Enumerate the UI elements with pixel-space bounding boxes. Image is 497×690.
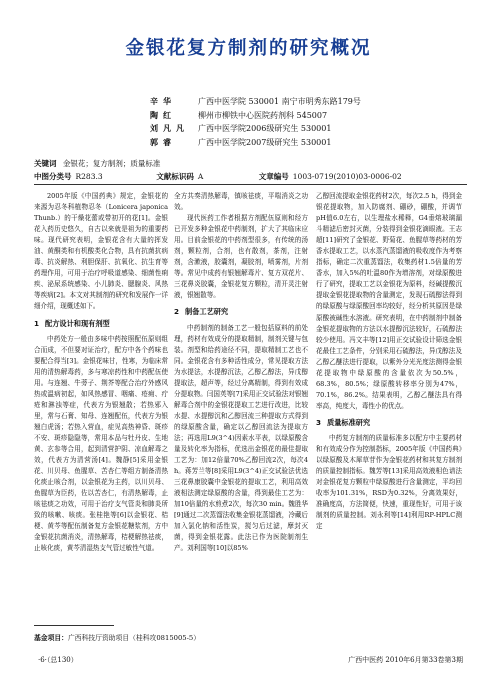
- body-column-3: [316, 191, 462, 621]
- author-name: 刘凡凡: [150, 123, 189, 133]
- page-number: ·6·（总130）: [38, 656, 78, 664]
- classification-line: [34, 171, 402, 182]
- author-affiliation: 广西中医学院2007级研究生 530001: [198, 137, 332, 147]
- keywords-line: [34, 158, 160, 169]
- author-row: [150, 109, 361, 123]
- journal-info: 广西中医药 2010年6月第33卷第3期: [348, 656, 463, 664]
- body-column-2: [174, 191, 308, 621]
- author-affiliation: 柳州市柳铁中心医院药剂科 545007: [198, 110, 328, 120]
- article-number: 1003-0719(2010)03-0006-02: [292, 172, 402, 181]
- paragraph: 乙醇回流提取金银花药材2次，每次2.5 h，得到金银花提取物，加入防腐剂、硼砂，硼酸，并调节pH值6.0左右，以生理盐水稀释，G4垂熔玻璃漏斗精滤后密封灭菌，分装得到金银花滴眼液。王志超[11]研究了金银花、野菊花、鱼腥草等药材的芳香水提取工艺，以水蒸汽蒸馏液的吸收度作为考察指标，确定二次重蒸馏法，收集药材1.5倍量的芳香水，加入5%的吐温80作为增溶剂，对绿原酸进行了研究，提取工艺以金银花为原料，经碱提酸沉提取金银花提取物的含量测定，发现石硫醇法得到的绿原酸与绿原酸回率均较好，经分析其原因是绿原酸被碱性水溶液。研究表明，在中药制剂中制备金银花提取物的方法以水提醇沉法较好，石硫醇法较少使用。冯文丰等[12]用正交试验设计筛选金银花最佳工艺条件，分别采用石硫醇法，异戊醇法及乙醇乙醚法进行提取，以紫外分光光度法测得金银花提取物中绿原酸的含量依次为50.5%，68.3%，80.5%；绿原酸转移率分别为47%，70.1%，86.2%。结果表明，乙醇乙醚法具有得率高，纯度大，毒性小的优点。: [316, 192, 462, 410]
- header-rule: [34, 184, 467, 185]
- keywords-text: 金银花；复方制剂；质量标准: [62, 159, 161, 168]
- author-name: 辛华: [150, 96, 176, 106]
- paragraph: 全方共奏清热解毒，镇咳祛痰，平喘消炎之功效。: [174, 192, 308, 212]
- author-block: [150, 95, 361, 149]
- author-row: [150, 136, 361, 150]
- section-heading: 1 配方设计和现有剂型: [34, 318, 110, 328]
- section-heading: 3 质量标准研究: [316, 417, 371, 427]
- paragraph: 2005年版《中国药典》规定，金银花的来源为忍冬科植物忍冬（Lonicera japonica Thunb.）的干燥花蕾或带初开的花[1]。金银花入药历史悠久，自古以来就是祖为的重要药味。现代研究表明，金银花含有大量的挥发油、黄酮类和有机酸类化合物，具有抗菌抗病毒、抗炎解热、利胆保肝、抗氧化、抗生育等药理作用，可用于治疗呼吸道感染、细菌性痢疾、泌尿系统感染、小儿肺炎、腮腺炎、风热等疾病[2]。本文对其制剂的研究和发展作一详细介绍，现概述如下。: [34, 192, 168, 311]
- article-number-label: 文章编号: [258, 172, 289, 181]
- author-row: [150, 122, 361, 136]
- doc-code-label: 文献标识码: [156, 172, 194, 181]
- doc-code: A: [197, 172, 204, 181]
- clc-label: 中图分类号: [34, 172, 72, 181]
- keywords-label: 关键词: [34, 159, 57, 168]
- paragraph: 现代医药工作者根据方剂配伍原则和经方已开发多种金银花中药制剂，扩大了其临床应用。目前金银花的中药剂型很多，有传统的汤剂，颗粒剂，合剂，也有散剂，茶剂，注射剂，含漱液，胶囊剂，凝胶剂，喷雾剂，片剂等。常见中成药有银翘解毒片、复方双花片、三花鼻炎胶囊，金银花复方颗粒，清开灵注射液，银翘散等。: [174, 214, 308, 300]
- funding-note: [34, 632, 200, 642]
- clc-code: R283.3: [75, 172, 103, 181]
- funding-label: 基金项目：: [34, 634, 68, 642]
- footnote-rule: [34, 625, 114, 626]
- paper-title: 金银花复方制剂的研究概况: [125, 38, 372, 59]
- paragraph: 中药制剂的制备工艺一般包括原料的前处理，药材有效成分的提取精制，制剂关键与包装。剂型和给药途径不同，提取精制工艺也不同。金银花含有多种活性成分，常见提取方法为水提法，水提醇沉法，乙醇乙醇法，异戊醇提取法，超声等，经过分离精制，得到有效成分提取物。闫国英等[7]采用正交试验法对银翘解毒合剂中的金银花提取工艺进行改进，比较水提、水提醇沉和乙醇回流三种提取方式得到的绿原酸含量，确定以乙醇回流法为提取方法；再选用L9(3^4)因素水平表，以绿原酸含量及转化率为指标，优选出金银花的最佳提取工艺为：加12倍量70%乙醇回流2次，每次4 h。蒋芳兰等[8]采用L9(3^4)正交试验法优选三花鼻康胶囊中金银花的提取工艺，利用高效液相法测定绿原酸的含量，得到最佳工艺为：加10倍量的水煎煮2次，每次30 min。魏胜华[9]通过二次蒸馏法收集金银花蒸馏液，冷藏后加入氯化钠和活性炭，搅匀后过滤，摩封灭菌，得到金银花露。此法已作为医院制剂生产。刘利国等[10]以85%: [174, 323, 308, 553]
- author-name: 郭睿: [150, 136, 176, 147]
- author-affiliation: 广西中医学院 530001 南宁市明秀东路179号: [198, 97, 361, 106]
- author-row: [150, 95, 361, 109]
- author-affiliation: 广西中医学院2006级研究生 530001: [198, 124, 332, 133]
- paragraph: 中药处方一般由多味中药按照配伍原则组合而成，不但要对证治疗，配方中各个药味也要配合得当[3]。金银花味甘，性寒，为临床常用的清热解毒药，多与寒凉药性和中药配伍使用。与连翘、牛蒡子、荆芥等配合治疗外感风热或温病初起，如风热感冒、咽痛、疮痈、疔疮和淋浊等症，代表方为银翘散；若热邪入里，常与石膏、知母、连翘配伍，代表方为银翘白虎汤；若热入营血，症见高热神昏、斑疹不安、斑疹隐隐等，常用本品与牡丹皮、生地黄、玄参等合用，起到清营护阴、凉血解毒之效，代表方为清营汤[4]。魏静[5]采用金银花、川贝母、鱼腥草、苦杏仁等组方制备清热化痰止咳合剂，以金银花为主药，以川贝母、鱼腥草为臣药，佐以苦杏仁，有清热解毒，止咳祛痰之功效，可用于治疗支气管炎和肺炎所致的咳嗽、咳痰。张桂艳等[6]以金银花、桔梗、黄芩等配伍制备复方金银花糖浆剂，方中金银花抗菌消炎，清热解毒，桔梗解热祛痰，止咳化痰，黄芩清湿热支气管过敏性气道。: [34, 334, 168, 553]
- section-heading: 2 制备工艺研究: [174, 307, 229, 317]
- paragraph: 中药复方制剂的质量标准多以配方中主要药材和有效成分作为控制指标，2005年版《中国药典》以绿原酸及木犀草苷作为金银花药材和其复方制剂的质量控制指标。魏芳等[13]采用高效液相色谱法对金银花复方颗粒中绿原酸进行含量测定，平均回收率为101.31%，RSD为0.32%，分离效果好，准确度高，方法简便，快速，重现性好，可用于该制剂的质量控制。刘永利等[14]利用RP-HPLC测定: [316, 433, 462, 531]
- body-column-1: [34, 191, 168, 621]
- funding-text: 广西科技厅资助项目（桂科攻0815005-5）: [67, 634, 201, 642]
- author-name: 陶红: [150, 109, 176, 120]
